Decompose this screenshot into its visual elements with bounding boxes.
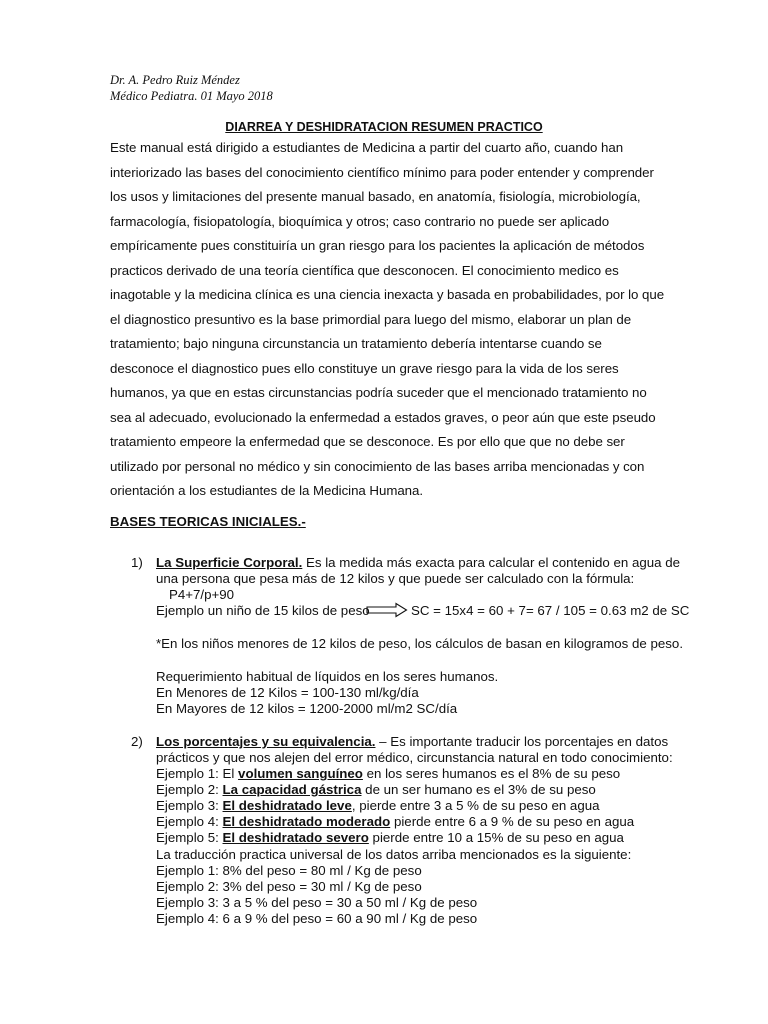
example-term: La capacidad gástrica (222, 782, 362, 797)
intro-line: empíricamente pues constituiría un gran riesgo para los pacientes la aplicación de métodos (110, 238, 645, 253)
intro-line: Este manual está dirigido a estudiantes de Medicina a partir del cuarto año, cuando han (110, 140, 624, 155)
author-name: Dr. A. Pedro Ruiz Méndez (110, 73, 240, 87)
item1-term: La Superficie Corporal. (156, 555, 303, 570)
translation-line: Ejemplo 4: 6 a 9 % del peso = 60 a 90 ml / Kg de peso (156, 911, 478, 926)
author-role-date: Médico Pediatra. 01 Mayo 2018 (110, 89, 273, 103)
item1-note: *En los niños menores de 12 kilos de peso, los cálculos de basan en kilogramos de peso. (156, 636, 684, 651)
intro-line: orientación a los estudiantes de la Medicina Humana. (110, 483, 424, 498)
intro-line: interiorizado las bases del conocimiento científico mínimo para poder entender y comprender (110, 164, 654, 180)
intro-paragraph (110, 136, 670, 504)
example-line: Ejemplo 4: El deshidratado moderado pierde entre 6 a 9 % de su peso en agua (156, 814, 635, 829)
item2-term: Los porcentajes y su equivalencia. (156, 734, 376, 749)
translation-line: Ejemplo 2: 3% del peso = 30 ml / Kg de peso (156, 879, 422, 894)
item1-requirement-under: En Menores de 12 Kilos = 100-130 ml/kg/día (156, 685, 419, 700)
example-term: volumen sanguíneo (238, 766, 363, 781)
item1-line2: una persona que pesa más de 12 kilos y que puede ser calculado con la fórmula: (156, 571, 635, 586)
item2-text: – Es importante traducir los porcentajes en datos (375, 734, 669, 749)
example-term: El deshidratado severo (222, 830, 369, 845)
item2-line1 (156, 734, 668, 750)
example-line: Ejemplo 1: El volumen sanguíneo en los seres humanos es el 8% de su peso (156, 766, 621, 781)
item1-number: 1) (131, 555, 143, 570)
example-line: Ejemplo 2: La capacidad gástrica de un ser humano es el 3% de su peso (156, 782, 596, 797)
intro-line: sea al adecuado, evolucionado la enfermedad a estados graves, o peor aún que este pseudo (110, 409, 656, 425)
example-line: Ejemplo 3: El deshidratado leve, pierde entre 3 a 5 % de su peso en agua (156, 798, 600, 813)
intro-line: tratamiento empeore la enfermedad que se desconoce. Es por ello que que no debe ser (110, 434, 625, 449)
section-heading: BASES TEORICAS INICIALES.- (110, 514, 306, 529)
example-term: El deshidratado moderado (222, 814, 391, 829)
document-title: DIARREA Y DESHIDRATACION RESUMEN PRACTICO (225, 120, 543, 134)
intro-line: utilizado por personal no médico y sin conocimiento de las bases arriba mencionadas y con (110, 458, 645, 474)
example-term: El deshidratado leve (222, 798, 352, 813)
item1-formula: P4+7/p+90 (169, 587, 235, 602)
intro-line: inagotable y la medicina clínica es una ciencia inexacta y basada en probabilidades, por lo que (110, 287, 665, 302)
translation-line: Ejemplo 1: 8% del peso = 80 ml / Kg de peso (156, 863, 422, 878)
intro-line: el diagnostico presuntivo es la base primordial para luego del mismo, elaborar un plan de (110, 311, 632, 327)
item1-example-left: Ejemplo un niño de 15 kilos de peso (156, 603, 370, 618)
item2-number: 2) (131, 734, 143, 749)
intro-line: desconoce el diagnostico pues ello constituye un grave riesgo para la vida de los seres (110, 360, 619, 376)
intro-line: farmacología, fisiopatología, bioquímica y otros; caso contrario no puede ser aplicado (110, 213, 610, 229)
item2-line2: prácticos y que nos alejen del error médico, circunstancia natural en todo conocimiento: (156, 750, 673, 765)
item1-text: Es la medida más exacta para calcular el contenido en agua de (302, 555, 681, 570)
intro-line: practicos derivado de una teoría científica que desconocen. El conocimiento medico es (110, 262, 619, 278)
translation-line: Ejemplo 3: 3 a 5 % del peso = 30 a 50 ml / Kg de peso (156, 895, 478, 910)
intro-line: humanos, ya que en estas circunstancias podría suceder que el mencionado tratamiento no (110, 385, 647, 400)
item1-line1 (156, 555, 680, 571)
intro-line: los usos y limitaciones del presente manual basado, en anatomía, fisiología, microbiología, (110, 189, 641, 204)
item1-requirement-title: Requerimiento habitual de líquidos en los seres humanos. (156, 669, 499, 684)
intro-line: tratamiento; bajo ninguna circunstancia un tratamiento debería intentarse cuando se (110, 336, 602, 351)
item1-example-right: SC = 15x4 = 60 + 7= 67 / 105 = 0.63 m2 de SC (411, 603, 690, 618)
item1-requirement-over: En Mayores de 12 kilos = 1200-2000 ml/m2 SC/día (156, 701, 458, 716)
example-line: Ejemplo 5: El deshidratado severo pierde entre 10 a 15% de su peso en agua (156, 830, 624, 845)
arrow-right-icon (366, 602, 408, 618)
translation-intro: La traducción practica universal de los datos arriba mencionados es la siguiente: (156, 847, 632, 862)
